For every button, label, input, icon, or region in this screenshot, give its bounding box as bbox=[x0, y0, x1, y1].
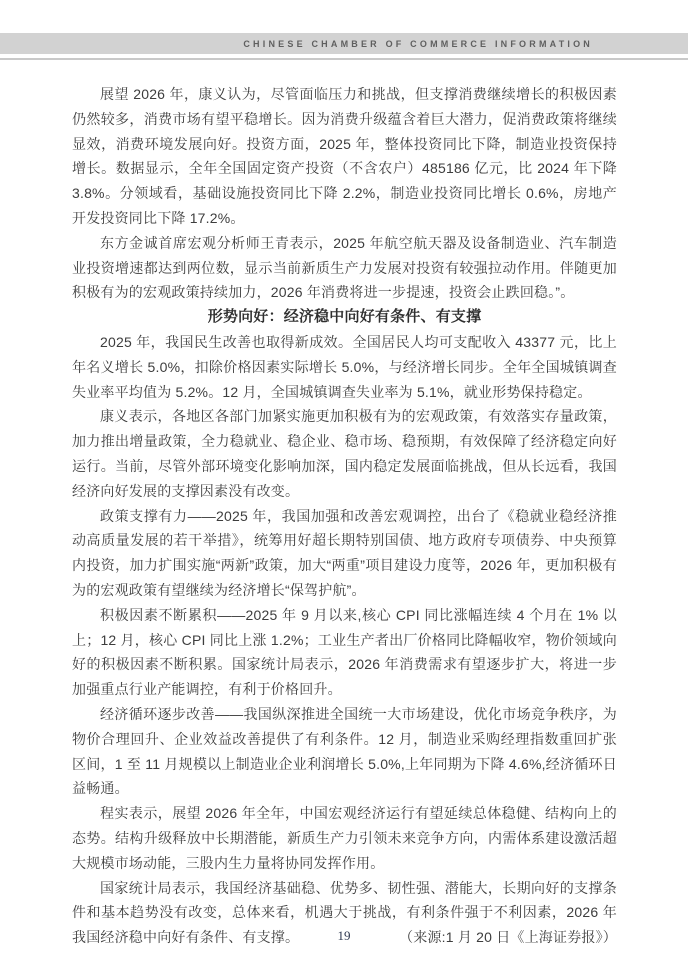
header-rule-divider bbox=[0, 58, 688, 60]
section-heading: 形势向好：经济稳中向好有条件、有支撑 bbox=[207, 308, 482, 326]
source-note: （来源:1 月 20 日《上海证券报》） bbox=[399, 929, 617, 946]
article-body bbox=[72, 82, 617, 950]
paragraph: 展望 2026 年，康义认为，尽管面临压力和挑战，但支撑消费继续增长的积极因素仍然较多，消费市场有望平稳增长。因为消费升级蕴含着巨大潜力，促消费政策将继续显效，消费环境发展向好。投资方面，2025 年，整体投资同比下降，制造业投资保持增长。数据显示，全年全国固定资产投资（不含农户）485186 亿元，比 2024 年下降 3.8%。分领域看，基础设施投资同比下降 2.2%，制造业投资同比增长 0.6%，房地产开发投资同比下降 17.2%。 bbox=[72, 86, 617, 226]
paragraph: 2025 年，我国民生改善也取得新成效。全国居民人均可支配收入 43377 元，比上年名义增长 5.0%，扣除价格因素实际增长 5.0%，与经济增长同步。全年全国城镇调查失业率平均值为 5.2%。12 月，全国城镇调查失业率为 5.1%，就业形势保持稳定。 bbox=[72, 333, 617, 400]
header-banner-text: CHINESE CHAMBER OF COMMERCE INFORMATION bbox=[243, 38, 593, 49]
paragraph: 东方金诚首席宏观分析师王青表示，2025 年航空航天器及设备制造业、汽车制造业投资增速都达到两位数，显示当前新质生产力发展对投资有较强拉动作用。伴随更加积极有为的宏观政策持续加力，2026 年消费将进一步提速，投资会止跌回稳。”。 bbox=[72, 234, 617, 301]
paragraph: 经济循环逐步改善——我国纵深推进全国统一大市场建设，优化市场竞争秩序，为物价合理回升、企业效益改善提供了有利条件。12 月，制造业采购经理指数重回扩张区间，1 至 11 月规模以上制造业企业利润增长 5.0%,上年同期为下降 4.6%,经济循环日益畅通。 bbox=[72, 705, 617, 797]
paragraph-text: 国家统计局表示，我国经济基础稳、优势多、韧性强、潜能大，长期向好的支撑条件和基本趋势没有改变，总体来看，机遇大于挑战，有利条件强于不利因素，2026 年我国经济稳中向好有条件、有支撑。 bbox=[72, 879, 617, 946]
paragraph: 程实表示，展望 2026 年全年，中国宏观经济运行有望延续总体稳健、结构向上的态势。结构升级释放中长期潜能，新质生产力引领未来竞争方向，内需体系建设激活超大规模市场动能，三股内生力量将协同发挥作用。 bbox=[72, 805, 617, 871]
paragraph: 康义表示，各地区各部门加紧实施更加积极有为的宏观政策，有效落实存量政策，加力推出增量政策，全力稳就业、稳企业、稳市场、稳预期，有效保障了经济稳定向好运行。当前，尽管外部环境变化影响加深，国内稳定发展面临挑战，但从长远看，我国经济向好发展的支撑因素没有改变。 bbox=[72, 408, 617, 499]
page-footer bbox=[0, 927, 688, 945]
paragraph: 政策支撑有力——2025 年，我国加强和改善宏观调控，出台了《稳就业稳经济推动高质量发展的若干举措》，统筹用好超长期特别国债、地方政府专项债券、中央预算内投资，加力扩围实施“两新”政策，加大“两重”项目建设力度等，2026 年，更加积极有为的宏观政策有望继续为经济增长“保驾护航”。 bbox=[72, 507, 617, 598]
paragraph: 积极因素不断累积——2025 年 9 月以来,核心 CPI 同比涨幅连续 4 个月在 1% 以上；12 月，核心 CPI 同比上涨 1.2%；工业生产者出厂价格同比降幅收窄，物价领域向好的积极因素不断积累。国家统计局表示，2026 年消费需求有望逐步扩大，将进一步加强重点行业产能调控，有利于价格回升。 bbox=[72, 606, 617, 698]
header-banner bbox=[0, 33, 688, 54]
page-number: 19 bbox=[337, 928, 351, 943]
